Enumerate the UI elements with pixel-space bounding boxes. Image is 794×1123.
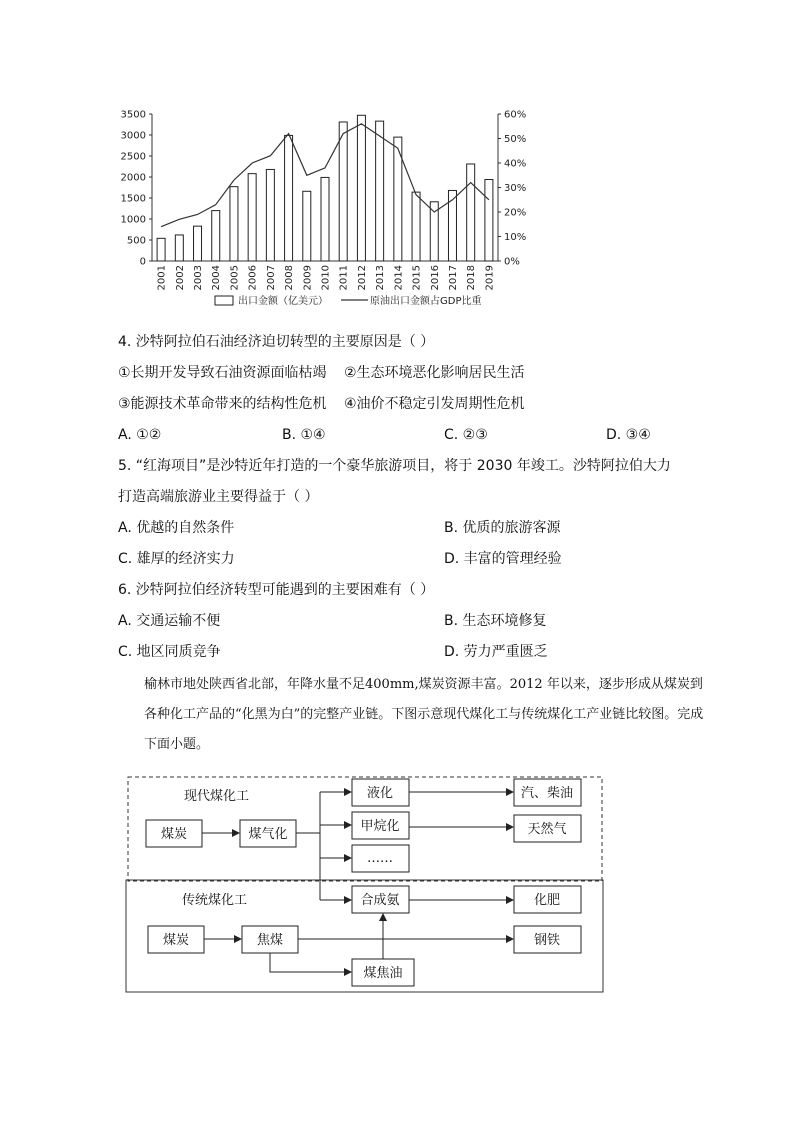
q5-option-c[interactable]: C. 雄厚的经济实力 bbox=[118, 551, 235, 567]
right-tick-label: 10% bbox=[504, 232, 527, 243]
q5-option-b[interactable]: B. 优质的旅游客源 bbox=[444, 520, 561, 536]
methanation-label: 甲烷化 bbox=[360, 819, 400, 834]
x-tick-label: 2019 bbox=[484, 265, 496, 291]
bar-2019 bbox=[485, 180, 493, 261]
q4-option-c[interactable]: C. ②③ bbox=[444, 427, 488, 443]
right-tick-label: 20% bbox=[504, 207, 527, 219]
left-tick-label: 1500 bbox=[120, 193, 146, 205]
x-tick-label: 2011 bbox=[338, 265, 350, 291]
q4-item-1: ①长期开发导致石油资源面临枯竭 bbox=[118, 365, 327, 381]
x-tick-label: 2013 bbox=[375, 265, 387, 291]
right-tick-label: 50% bbox=[504, 134, 527, 145]
coal-chemical-diagram bbox=[118, 768, 618, 1000]
coke-label: 焦煤 bbox=[256, 933, 284, 948]
q6-option-b[interactable]: B. 生态环境修复 bbox=[444, 613, 547, 629]
x-tick-label: 2012 bbox=[356, 265, 368, 291]
natgas-label: 天然气 bbox=[527, 822, 567, 837]
q6-stem: 6. 沙特阿拉伯经济转型可能遇到的主要困难有（ ） bbox=[118, 582, 435, 598]
x-tick-label: 2005 bbox=[229, 265, 241, 291]
passage bbox=[118, 670, 708, 760]
bar-2005 bbox=[230, 187, 238, 261]
q4-item-4: ④油价不稳定引发周期性危机 bbox=[344, 396, 525, 412]
bar-2015 bbox=[412, 192, 420, 261]
diesel-label: 汽、柴油 bbox=[520, 786, 574, 801]
q4-option-d[interactable]: D. ③④ bbox=[606, 427, 651, 443]
traditional-label: 传统煤化工 bbox=[182, 893, 248, 908]
left-tick-label: 2000 bbox=[120, 172, 146, 184]
ellipsis-label: …… bbox=[367, 851, 393, 866]
q5-option-d[interactable]: D. 丰富的管理经验 bbox=[444, 551, 562, 567]
modern-coal-label: 煤炭 bbox=[160, 827, 188, 842]
legend-bar-swatch bbox=[215, 296, 233, 305]
x-tick-label: 2006 bbox=[247, 265, 259, 291]
x-tick-label: 2018 bbox=[466, 265, 478, 291]
right-tick-label: 0% bbox=[504, 256, 520, 268]
left-tick-label: 3000 bbox=[120, 130, 146, 142]
bar-2011 bbox=[339, 122, 347, 261]
x-tick-label: 2016 bbox=[429, 265, 441, 291]
bar-2003 bbox=[194, 226, 202, 261]
q4-option-b[interactable]: B. ①④ bbox=[282, 427, 326, 443]
bar-2009 bbox=[303, 191, 311, 261]
q4-stem: 4. 沙特阿拉伯石油经济迫切转型的主要原因是（ ） bbox=[118, 334, 435, 350]
x-tick-label: 2014 bbox=[393, 265, 405, 291]
q4-item-2: ②生态环境恶化影响居民生活 bbox=[344, 365, 525, 381]
x-tick-label: 2002 bbox=[174, 265, 186, 291]
left-tick-label: 3500 bbox=[120, 109, 146, 121]
legend-bar-label: 出口金额（亿美元） bbox=[238, 296, 328, 307]
q4-option-a[interactable]: A. ①② bbox=[118, 427, 162, 443]
left-tick-label: 1000 bbox=[120, 214, 146, 226]
bar-2006 bbox=[248, 174, 256, 261]
x-tick-label: 2001 bbox=[156, 265, 168, 291]
modern-label: 现代煤化工 bbox=[184, 789, 250, 804]
bar-2007 bbox=[266, 169, 274, 261]
arrow-coke-coaltar bbox=[270, 953, 351, 972]
bar-2013 bbox=[376, 121, 384, 261]
x-tick-label: 2007 bbox=[265, 265, 277, 291]
x-tick-label: 2003 bbox=[193, 265, 205, 291]
right-tick-label: 40% bbox=[504, 158, 527, 170]
right-tick-label: 30% bbox=[504, 183, 527, 194]
bar-2001 bbox=[157, 238, 165, 261]
q6-option-a[interactable]: A. 交通运输不便 bbox=[118, 613, 221, 629]
x-tick-label: 2010 bbox=[320, 265, 332, 291]
steel-label: 钢铁 bbox=[533, 933, 561, 948]
left-tick-label: 0 bbox=[139, 256, 146, 268]
liquefy-label: 液化 bbox=[366, 786, 394, 801]
right-tick-label: 60% bbox=[504, 109, 527, 121]
left-tick-label: 500 bbox=[126, 235, 146, 247]
left-tick-label: 2500 bbox=[120, 151, 146, 163]
q5-option-a[interactable]: A. 优越的自然条件 bbox=[118, 520, 235, 536]
bar-2012 bbox=[357, 115, 365, 261]
q4-item-3: ③能源技术革命带来的结构性危机 bbox=[118, 396, 327, 412]
bar-2008 bbox=[285, 135, 293, 261]
x-tick-label: 2015 bbox=[411, 265, 423, 291]
gasify-label: 煤气化 bbox=[248, 827, 288, 842]
bar-2004 bbox=[212, 211, 220, 261]
trad-coal-label: 煤炭 bbox=[162, 933, 190, 948]
q5-stem-line1: 5. “红海项目”是沙特近年打造的一个豪华旅游项目，将于 2030 年竣工。沙特阿拉伯大力 bbox=[118, 458, 671, 474]
ammonia-label: 合成氨 bbox=[360, 893, 400, 908]
q5-stem-line2: 打造高端旅游业主要得益于（ ） bbox=[118, 489, 319, 505]
export-chart bbox=[108, 100, 527, 315]
coaltar-label: 煤焦油 bbox=[363, 966, 403, 981]
q6-option-c[interactable]: C. 地区同质竞争 bbox=[118, 644, 221, 660]
q6-option-d[interactable]: D. 劳力严重匮乏 bbox=[444, 644, 548, 660]
bar-2002 bbox=[175, 235, 183, 261]
chart-legend bbox=[215, 294, 481, 307]
x-tick-label: 2009 bbox=[302, 265, 314, 291]
chart-bars bbox=[157, 115, 493, 261]
x-tick-label: 2004 bbox=[211, 265, 223, 291]
passage-text: 榆林市地处陕西省北部，年降水量不足400mm,煤炭资源丰富。2012 年以来，逐步形成从煤炭到各种化工产品的“化黑为白”的完整产业链。下图示意现代煤化工与传统煤化工产业链比较图。完成下面小题。 bbox=[144, 677, 704, 752]
bar-2018 bbox=[467, 164, 475, 261]
fertilizer-label: 化肥 bbox=[533, 893, 561, 908]
bar-2010 bbox=[321, 177, 329, 261]
legend-line-label: 原油出口金额占GDP比重 bbox=[370, 296, 482, 307]
x-tick-label: 2008 bbox=[284, 265, 296, 291]
x-tick-label: 2017 bbox=[447, 265, 459, 291]
